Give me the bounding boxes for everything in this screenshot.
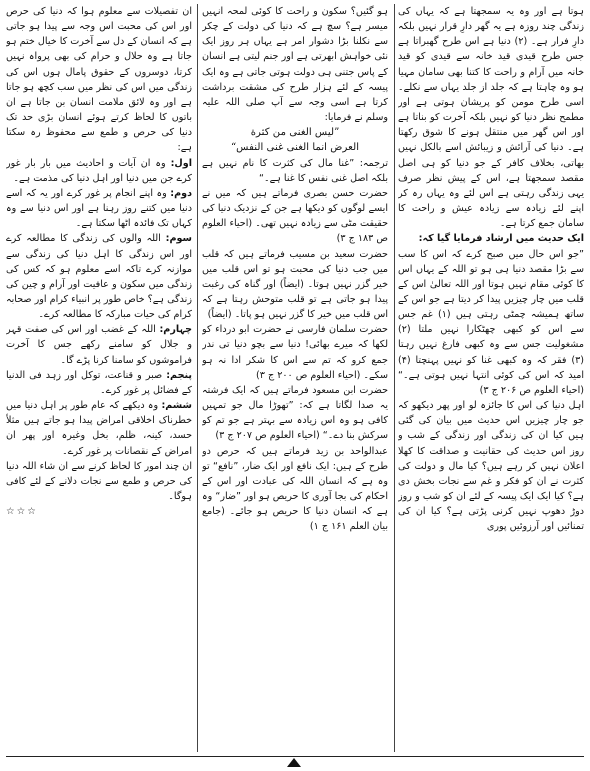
bottom-rule — [6, 756, 584, 757]
paragraph: حضرت سلمان فارسی نے حضرت ابو درداء کو لکھا کہ میرے بھائی! دنیا سے بچو دنیا تی ندر جمع کرو کہ تم سے اس کا شکر ادا نہ ہو سکے۔ (احیاء العلوم ص ۲۰۰ ج ۳) — [202, 324, 388, 381]
paragraph: حضرت حسن بصری فرماتے ہیں کہ میں نے ایسے لوگوں کو دیکھا ہے جن کے نزدیک دنیا کی حقیقت مٹی سے زیادہ نہیں تھی۔ (احیاء العلوم ص ۱۸۳ ج ۳) — [202, 187, 388, 245]
point-heading: اول: — [170, 157, 192, 169]
point-heading: چہارم: — [159, 324, 192, 336]
arabic-hadith-line: ”لیس الغنی من کثرة — [250, 127, 340, 139]
column-divider — [394, 4, 395, 752]
column-divider — [197, 4, 198, 752]
column-left — [6, 4, 192, 752]
paragraph: عبدالواحد بن زید فرماتے ہیں کہ حرص دو طرح کے ہیں: ایک نافع اور ایک ضار، ”نافع“ تو وہ ہے کہ انسان اللہ کی عبادت اور اس کے احکام کی بجا آوری کا حریص ہو اور ”ضار“ وہ ہے کہ انسان دنیا کا حریص ہو جائے۔ (جامع بیان العلم ۱۶۱ ج ۱) — [202, 445, 388, 533]
paragraph-intro: ایک حدیث میں ارشاد فرمایا گیا کہ: — [418, 233, 584, 245]
hadith-quote: ”جو اس حال میں صبح کرے کہ اس کا سب سے بڑا مقصد دنیا ہی ہو تو اللہ کے یہاں اس کا کوئی مقام نہیں ہوتا اور اللہ تعالیٰ اس کے قلب میں چار چیزیں پیدا کر دیتا ہے جو اس کے ساتھ ہمیشہ چمٹی رہتی ہیں (۱) غم جس سے اس کو کبھی چھٹکارا نہیں ملتا (۲) مشغولیت جس سے وہ کبھی فارغ نہیں رہتا (۳) فقر کہ وہ کبھی غنا کو نہیں پہنچتا (۴) امید کہ اس کی کوئی انتہا نہیں ہوتی ہے۔“ (احیاء العلوم ص ۲۰۶ ج ۳) — [398, 248, 584, 396]
point-text: وہ دیکھے کہ عام طور پر اہل دنیا میں خطرناک اخلاقی امراض پیدا ہو جاتے ہیں مثلاً حسد، کینہ، ظلم، بخل وغیرہ اور پھر ان امراض کے نقصانات پر غور کرے۔ — [6, 400, 192, 457]
translation: ترجمہ: ”غنا مال کی کثرت کا نام نہیں ہے بلکہ اصل غنی نفس کا غنا ہے۔“ — [202, 157, 388, 184]
point-heading: ششم: — [161, 400, 192, 412]
paragraph: حضرت سعید بن مسیب فرماتے ہیں کہ قلب میں جب دنیا کی محبت ہو تو اس قلب میں خیر گزر نہیں ہوتا۔ (ایضاً) اور گناہ کی رغبت پیدا ہو جاتی ہے تو قلب متوحش رہتا ہے کہ اس قلب میں خیر کا گزر نہیں ہو پاتا۔ (ایضاً) — [202, 248, 388, 321]
point-text: اللہ کے غضب اور اس کی صفت قہر و جلال کو سامنے رکھے جس کا آخرت فراموشوں کو سامنا کرنا پڑے گا۔ — [6, 324, 192, 366]
paragraph: ہو گئیں؟ سکون و راحت کا کوئی لمحہ انہیں میسر ہے؟ سچ ہے کہ دنیا کی دولت کے چکر سے نکلنا بڑا دشوار امر ہے یہاں ہر روز ایک نئی خواہش ابھرتی ہے اور جنم لیتی ہے انسان کے پاس جتنی ہی دولت ہوتی جاتی ہے وہ ایک پیسہ کے لئے ہزار طرح کی مشقت برداشت کرتا ہے اسی وجہ سے آپ صلی اللہ علیہ وسلم نے فرمایا: — [202, 6, 388, 124]
point-heading: پنجم: — [166, 369, 192, 381]
point-heading: سوم: — [165, 233, 192, 245]
point-text: صبر و قناعت، توکل اور زہد فی الدنیا کے فضائل پر غور کرے۔ — [6, 369, 192, 396]
point-text: وہ ان آیات و احادیث میں بار بار غور کرے جن میں دنیا اور اہل دنیا کی مذمت ہے۔ — [6, 157, 192, 184]
point-text: وہ اپنے انجام پر غور کرے اور یہ کہ اسے دنیا میں کتنے روز رہنا ہے اور اس دنیا سے وہ کہاں تک فائدہ اٹھا سکتا ہے۔ — [6, 187, 192, 230]
column-middle — [202, 4, 388, 752]
section-end-stars: ☆☆☆ — [6, 506, 38, 518]
paragraph: ہوتا ہے اور وہ یہ سمجھتا ہے کہ یہاں کی زندگی چند روزہ ہے یہ گھر دارِ قرار نہیں بلکہ دارِ فرار ہے۔ (۲) دنیا ہے اس طرح گھبراتا ہے جس طرح قیدی قید خانہ سے قیدی کو قید خانہ میں آرام و راحت کا کتنا بھی سامان مہیا ہو وہ چاہتا ہے کہ جلد از جلد یہاں سے نکلے۔ اسی طرح مومن کو پریشان ہوتی ہے اور مطمح نظر دنیا کو نہیں بلکہ آخرت کو بناتا ہے اور اس گھر میں منتقل ہونے کا شوق رکھتا ہے۔ دنیا کی آرائش و زیبائش اسے بالکل نہیں بھاتی، بخلاف کافر کے جو دنیا کو ہی اصل مقصد سمجھتا ہے، اس کے پیش نظر صرف یہی زندگی رہتی ہے اس لئے وہ یہاں رہ کر اپنے لئے زیادہ سے زیادہ عیش و راحت کا سامان جمع کرتا ہے۔ — [398, 6, 584, 230]
arabic-hadith-line: العرض انما الغنی غنی النفس“ — [230, 142, 360, 154]
paragraph: حضرت ابن مسعود فرماتے ہیں کہ ایک فرشتہ یہ صدا لگاتا ہے کہ: ”تھوڑا مال جو تمہیں کافی ہو وہ اس زیادہ سے بہتر ہے جو تم کو سرکش بنا دے۔“ (احیاء العلوم ص ۲۰۷ ج ۳) — [202, 384, 388, 442]
point-text: اللہ والوں کی زندگی کا مطالعہ کرے اور اس زندگی کا اہل دنیا کی زندگی سے موازنہ کرے تاکہ اسے معلوم ہو کہ کس کی زندگی میں سکون و عافیت اور آرام و چین کی زندگی ہے؟ خاص طور پر انبیاء کرام اور صحابہ کرام کی حیات مبارکہ کا مطالعہ کرے۔ — [6, 233, 192, 321]
paragraph: ان چند امور کا لحاظ کرنے سے ان شاء اللہ دنیا کی حرص و طمع سے نجات دلانے کے لئے کافی ہوگا۔ — [6, 460, 192, 502]
paragraph: اہل دنیا کی اس کا جائزہ لو اور پھر دیکھو کہ جو چار چیزیں اس حدیث میں بیان کی گئی ہیں کیا ان کی زندگی اور زندگی کے شب و روز اس حدیث کی حقانیت و صداقت کا کھلا اعلان نہیں کر رہے ہیں؟ کیا مال و دولت کی کثرت نے ان کو فکر و غم سے نجات بخش دی ہے؟ کیا ایک ایک پیسہ کے لئے ان کو شب و روز دوڑ دھوپ نہیں کرنی پڑتی ہے؟ کیا ان کی تمنائیں اور آرزوئیں پوری — [398, 400, 584, 533]
triangle-up-icon[interactable] — [287, 758, 301, 767]
point-heading: دوم: — [170, 187, 192, 199]
paragraph: ان تفصیلات سے معلوم ہوا کہ دنیا کی حرص اور اس کی محبت اس وجہ سے پیدا ہو جاتی ہے کہ انسان کے دل سے آخرت کا خیال ختم ہو جاتا ہے وہ حلال و حرام کی بھی پرواہ نہیں کرتا، دوسروں کے حقوق پامال ہوں اس کی زندگی میں اس کی نظر میں سب کچھ ہو جاتا ہے اور وہ لائق ملامت انسان بن جاتا ہے ان باتوں کا لحاظ کرتے ہوئے انسان بڑی حد تک دنیا کی حرص و طمع سے محفوظ رہ سکتا ہے: — [6, 6, 192, 154]
column-right — [398, 4, 584, 752]
